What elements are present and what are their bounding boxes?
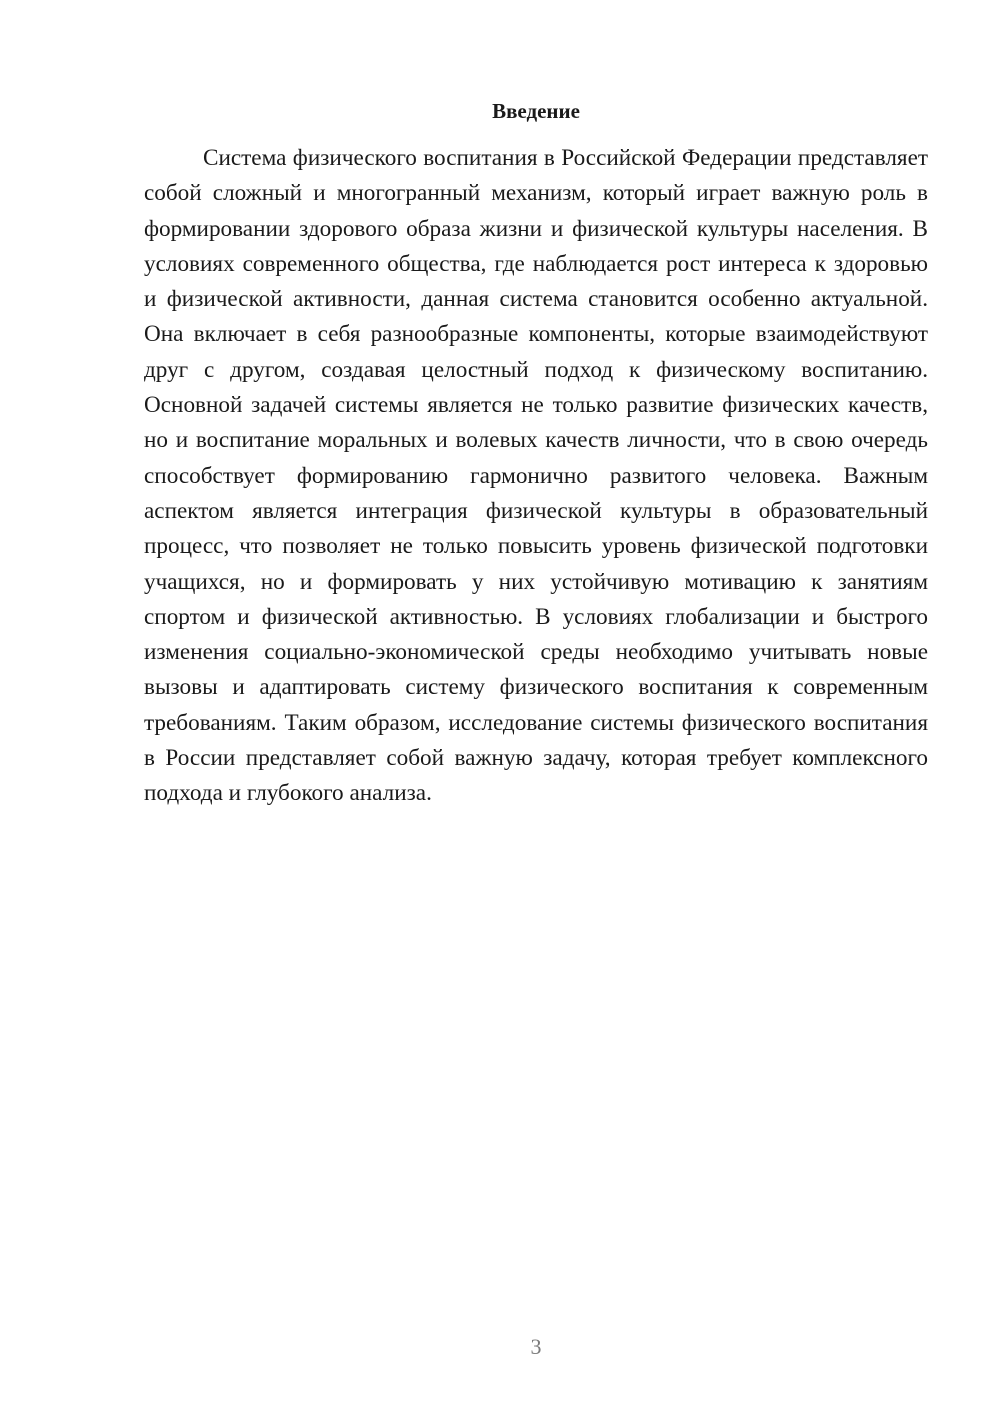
section-heading: Введение [492,99,580,123]
body-paragraph: Система физического воспитания в Российской Федерации представляет собой сложный и многогранный механизм, который играет важную роль в формировании здорового образа жизни и физической культуры населения. В условиях современного общества, где наблюдается рост интереса к здоровью и физической активности, данная система становится особенно актуальной. Она включает в себя разнообразные компоненты, которые взаимодействуют друг с другом, создавая целостный подход к физическому воспитанию. Основной задачей системы является не только развитие физических качеств, но и воспитание моральных и волевых качеств личности, что в свою очередь способствует формированию гармонично развитого человека. Важным аспектом является интеграция физической культуры в образовательный процесс, что позволяет не только повысить уровень физической подготовки учащихся, но и формировать у них устойчивую мотивацию к занятиям спортом и физической активностью. В условиях глобализации и быстрого изменения социально-экономической среды необходимо учитывать новые вызовы и адаптировать систему физического воспитания к современным требованиям. Таким образом, исследование системы физического воспитания в России представляет собой важную задачу, которая требует комплексного подхода и глубокого анализа. [144,145,928,807]
page-number: 3 [530,1334,542,1359]
